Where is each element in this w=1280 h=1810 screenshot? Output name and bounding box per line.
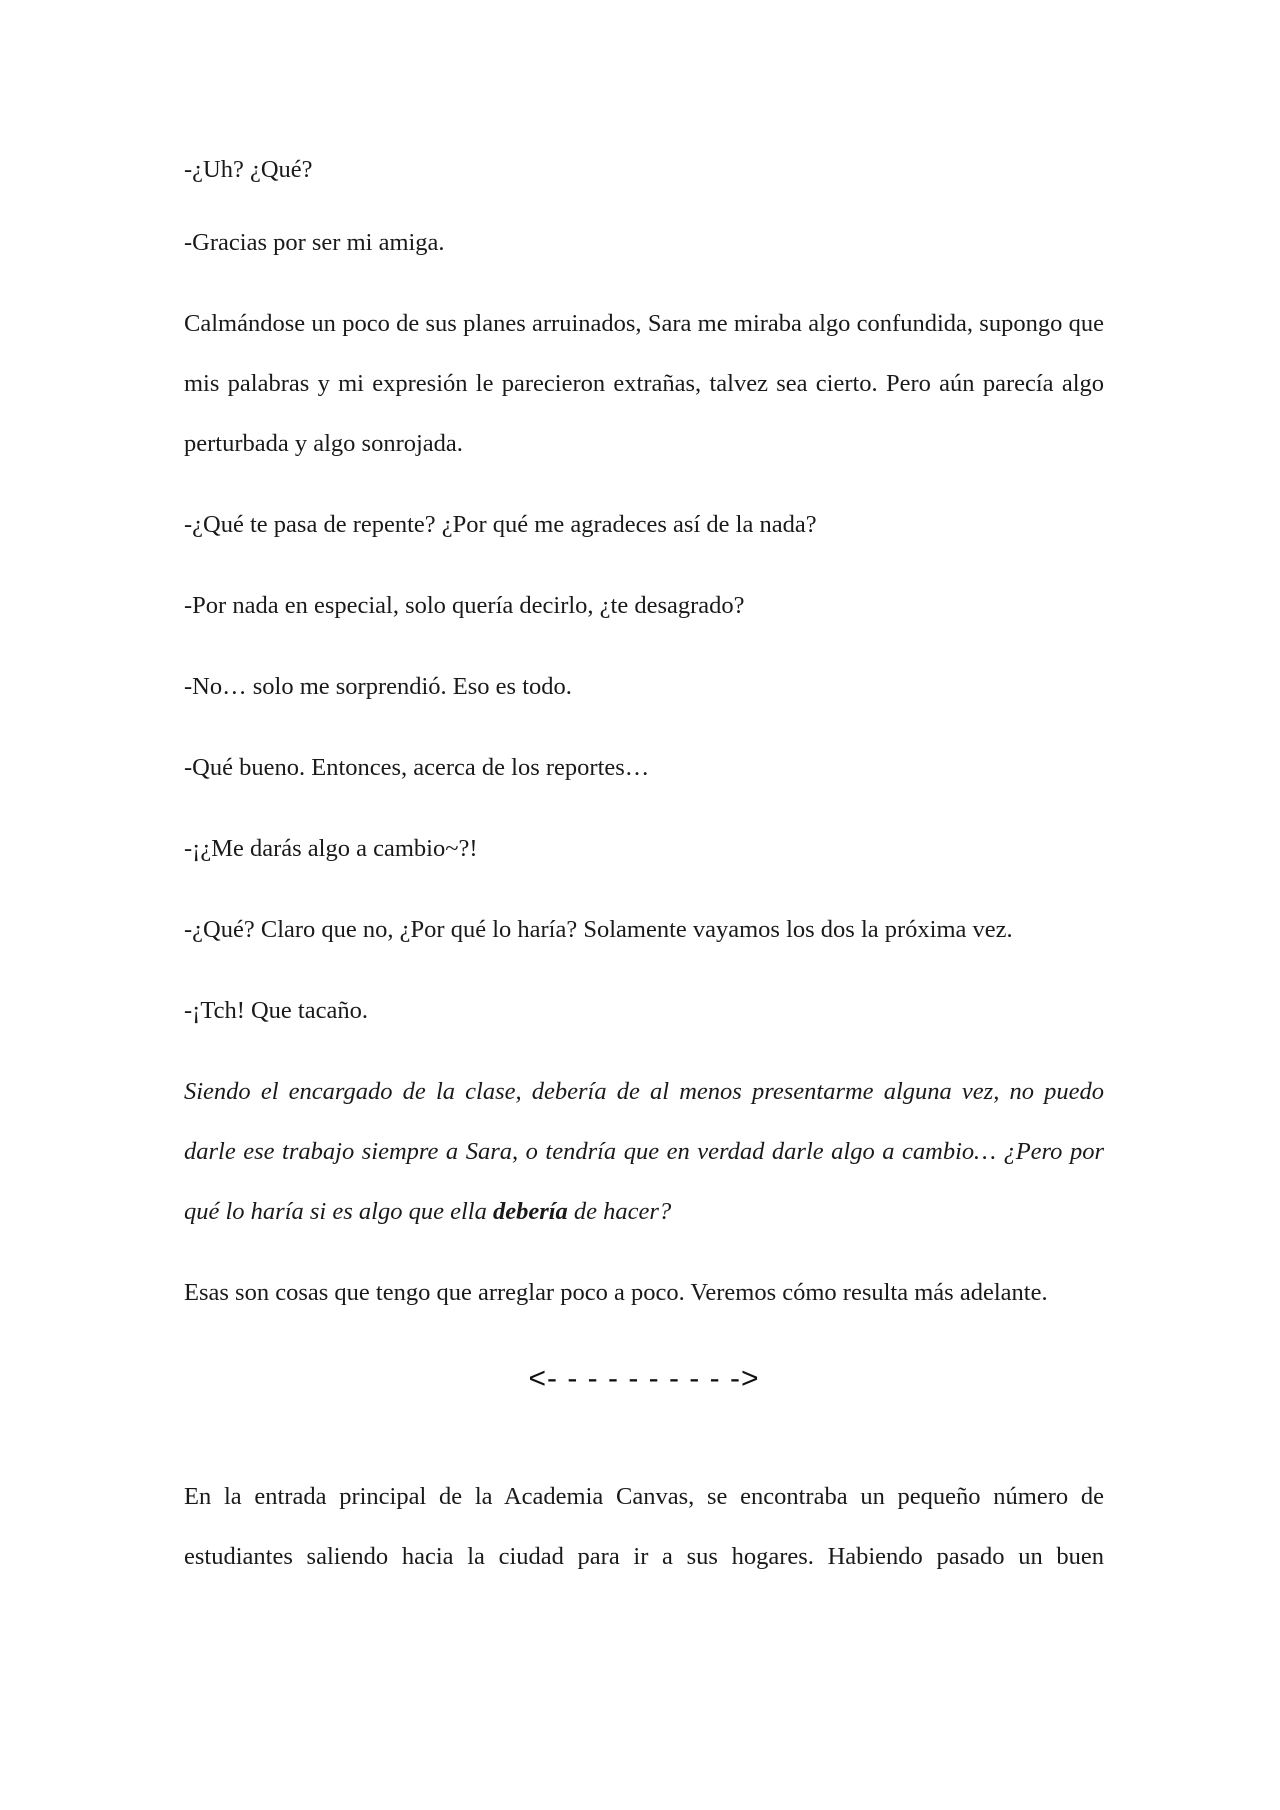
dialogue-line: -Gracias por ser mi amiga. (184, 229, 445, 256)
thought-text-before: Siendo el encargado de la clase, debería de al menos presentarme alguna vez, no puedo darle ese trabajo siempre a Sara, o tendría que en verdad darle algo a cambio… ¿Pero por qué lo haría si es algo que ella (184, 1078, 1104, 1225)
dialogue-line: -¡Tch! Que tacaño. (184, 997, 368, 1024)
dialogue-line: -¡¿Me darás algo a cambio~?! (184, 835, 478, 862)
thought-text-after: de hacer? (567, 1198, 672, 1225)
document-page (184, 148, 1104, 1608)
inner-thought-paragraph (184, 1062, 1104, 1242)
dialogue-line: -¿Uh? ¿Qué? (184, 156, 313, 183)
scene-separator: <- - - - - - - - - -> (528, 1362, 760, 1395)
dialogue-line: -Por nada en especial, solo quería decirlo, ¿te desagrado? (184, 592, 745, 619)
emphasized-word: debería (492, 1198, 568, 1225)
narration-paragraph: En la entrada principal de la Academia Canvas, se encontraba un pequeño número de estudiantes saliendo hacia la ciudad para ir a sus hogares. Habiendo pasado un buen (184, 1483, 1104, 1570)
narration-paragraph: Esas son cosas que tengo que arreglar poco a poco. Veremos cómo resulta más adelante. (184, 1279, 1048, 1306)
dialogue-line: -No… solo me sorprendió. Eso es todo. (184, 673, 572, 700)
narration-paragraph: Calmándose un poco de sus planes arruinados, Sara me miraba algo confundida, supongo que mis palabras y mi expresión le parecieron extrañas, talvez sea cierto. Pero aún parecía algo perturbada y algo sonrojada. (184, 310, 1104, 457)
dialogue-line: -¿Qué? Claro que no, ¿Por qué lo haría? Solamente vayamos los dos la próxima vez. (184, 916, 1013, 943)
dialogue-line: -¿Qué te pasa de repente? ¿Por qué me agradeces así de la nada? (184, 511, 817, 538)
dialogue-line: -Qué bueno. Entonces, acerca de los reportes… (184, 754, 650, 781)
